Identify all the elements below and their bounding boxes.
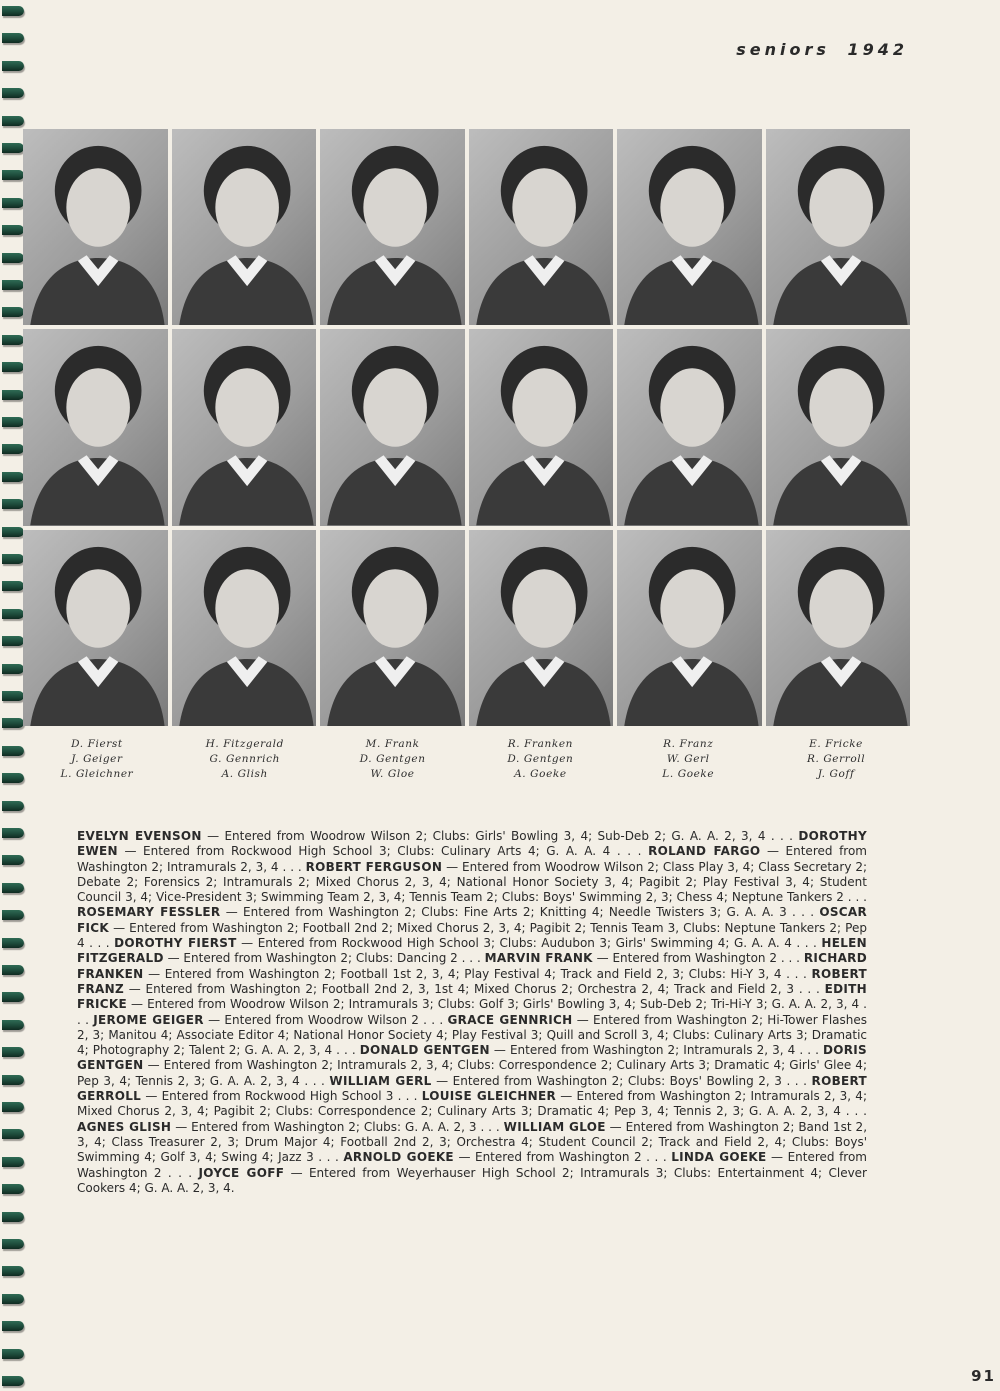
binding-coil xyxy=(2,1376,24,1386)
student-name: DORIS GENTGEN xyxy=(77,1043,867,1073)
portrait-silhouette xyxy=(766,129,911,325)
binding-coil xyxy=(2,1349,24,1359)
binding-coil xyxy=(2,417,24,427)
caption-name: M. Frank xyxy=(365,738,420,750)
caption-column xyxy=(23,737,171,787)
student-activities: — Entered from Washington 2; Hi-Tower Flashes 2, 3; Manitou 4; Associate Editor 4; National Honor Society 4; Play Festival 3; Quill and Scroll 3, 4; Clubs: Culinary Arts 3; Dramatic 4; Photography 2; Talent 2; G. A. A. 2, 3, 4 . . . xyxy=(77,1012,868,1058)
portrait-photo xyxy=(320,129,465,325)
binding-coil xyxy=(2,280,24,290)
portrait-photo xyxy=(320,530,465,726)
student-name: ROBERT GERROLL xyxy=(77,1073,868,1104)
binding-coil xyxy=(2,335,24,345)
portrait-silhouette xyxy=(617,129,762,325)
binding-coil xyxy=(2,143,24,153)
portrait-photo xyxy=(23,530,168,726)
caption-name: W. Gerl xyxy=(666,753,710,765)
binding-coil xyxy=(2,636,24,646)
portrait-photo xyxy=(766,129,911,325)
binding-coil xyxy=(2,992,24,1002)
portrait-photo xyxy=(617,329,762,525)
portrait-photo xyxy=(469,129,614,325)
portrait-photo xyxy=(172,329,317,525)
student-activities: — Entered from Washington 2; Football 2nd 2, 3, 1st 4; Mixed Chorus 2; Orchestra 2, 4; Track and Field 2, 3 . . . xyxy=(123,981,825,996)
binding-coil xyxy=(2,1129,24,1139)
student-activities: — Entered from Washington 2; Intramurals 2, 3, 4; Mixed Chorus 2, 3, 4; Pagibit 2; Clubs: Correspondence 2; Culinary Arts 3; Dramatic 4; Pep 3, 4; Tennis 2, 3; G. A. A. 2, 3, 4 . . . xyxy=(77,1089,867,1119)
student-name: DOROTHY FIERST xyxy=(114,936,237,951)
student-activities: — Entered from Weyerhauser High School 2; Intramurals 3; Clubs: Entertainment 4; Clever Cookers 4; G. A. A. 2, 3, 4. xyxy=(77,1165,867,1195)
portrait-silhouette xyxy=(172,530,317,726)
caption-name: G. Gennrich xyxy=(209,753,280,765)
caption-name: R. Franken xyxy=(507,738,574,750)
student-activities: — Entered from Washington 2; Intramurals 2, 3, 4 . . . xyxy=(77,844,867,874)
student-name: DONALD GENTGEN xyxy=(359,1043,490,1058)
student-name: AGNES GLISH xyxy=(77,1119,172,1134)
caption-name: D. Gentgen xyxy=(359,753,426,765)
binding-coil xyxy=(2,116,24,126)
binding-coil xyxy=(2,718,24,728)
portrait-photo xyxy=(766,530,911,726)
binding-coil xyxy=(2,499,24,509)
student-activities: — Entered from Washington 2; Clubs: Dancing 2 . . . xyxy=(163,951,485,966)
binding-coil xyxy=(2,1266,24,1276)
binding-coil xyxy=(2,6,24,16)
binding-coil xyxy=(2,61,24,71)
portrait-photo xyxy=(617,129,762,325)
portrait-silhouette xyxy=(172,129,317,325)
caption-name: E. Fricke xyxy=(809,738,863,750)
caption-name: R. Franz xyxy=(663,738,714,750)
binding-coil xyxy=(2,965,24,975)
student-activities: — Entered from Washington 2 . . . xyxy=(77,1150,867,1180)
student-name: ROBERT FERGUSON xyxy=(305,859,443,874)
binding-coil xyxy=(2,581,24,591)
student-activities: — Entered from Woodrow Wilson 2; Intramurals 3; Clubs: Golf 3; Girls' Bowling 3, 4; Sub-Deb 2; Tri-Hi-Y 3; G. A. A. 2, 3, 4 . . . xyxy=(77,997,867,1027)
student-activities: — Entered from Washington 2; Intramurals 2, 3, 4 . . . xyxy=(489,1043,823,1058)
portrait-silhouette xyxy=(617,530,762,726)
binding-coil xyxy=(2,855,24,865)
portrait-silhouette xyxy=(320,530,465,726)
student-activities: — Entered from Washington 2; Clubs: Fine Arts 2; Knitting 4; Needle Twisters 3; G. A. A. 3 . . . xyxy=(220,905,820,920)
student-name: HELEN FITZGERALD xyxy=(77,936,868,966)
caption-name: R. Gerroll xyxy=(806,753,866,765)
caption-column xyxy=(319,737,467,787)
binding-coil xyxy=(2,828,24,838)
binding-coil xyxy=(2,910,24,920)
binding-coil xyxy=(2,554,24,564)
caption-column xyxy=(171,737,319,787)
student-activities: — Entered from Washington 2 . . . xyxy=(592,951,804,966)
binding-coil xyxy=(2,746,24,756)
student-name: WILLIAM GLOE xyxy=(503,1119,606,1134)
binding-coil xyxy=(2,691,24,701)
binding-coil xyxy=(2,773,24,783)
student-name: WILLIAM GERL xyxy=(329,1073,432,1088)
portrait-silhouette xyxy=(766,329,911,525)
binding-coil xyxy=(2,609,24,619)
binding-coil xyxy=(2,88,24,98)
caption-name: H. Fitzgerald xyxy=(205,738,284,750)
caption-name: A. Goeke xyxy=(514,768,567,780)
binding-coil xyxy=(2,390,24,400)
student-name: GRACE GENNRICH xyxy=(447,1012,573,1027)
portrait-photo xyxy=(766,329,911,525)
student-activities: — Entered from Washington 2; Football 1st 2, 3, 4; Play Festival 4; Track and Field 2, 3; Clubs: Hi-Y 3, 4 . . . xyxy=(143,966,812,981)
student-name: LINDA GOEKE xyxy=(671,1150,767,1165)
binding-coil xyxy=(2,253,24,263)
binding-coil xyxy=(2,883,24,893)
caption-column xyxy=(614,737,762,787)
student-name: EVELYN EVENSON xyxy=(77,829,202,843)
student-activities: — Entered from Washington 2; Clubs: Boys' Bowling 2, 3 . . . xyxy=(431,1073,812,1088)
portrait-photo xyxy=(469,530,614,726)
binding-coil xyxy=(2,1294,24,1304)
portrait-silhouette xyxy=(23,129,168,325)
binding-coil xyxy=(2,664,24,674)
caption-name: A. Glish xyxy=(221,768,268,780)
caption-name: D. Gentgen xyxy=(507,753,574,765)
caption-name: J. Geiger xyxy=(71,753,123,765)
portrait-silhouette xyxy=(469,129,614,325)
portrait-photo xyxy=(172,530,317,726)
student-name: ROSEMARY FESSLER xyxy=(77,905,221,920)
binding-coil xyxy=(2,1102,24,1112)
page-number: 91 xyxy=(971,1367,996,1385)
student-activities: — Entered from Woodrow Wilson 2; Clubs: Girls' Bowling 3, 4; Sub-Deb 2; G. A. A. 2, 3, 4 . . . xyxy=(201,829,799,843)
binding-coil xyxy=(2,198,24,208)
binding-coil xyxy=(2,1047,24,1057)
student-name: JEROME GEIGER xyxy=(93,1012,204,1027)
student-name: DOROTHY EWEN xyxy=(77,829,867,859)
binding-coil xyxy=(2,362,24,372)
binding-coil xyxy=(2,801,24,811)
student-activities: — Entered from Washington 2 . . . xyxy=(453,1150,672,1165)
portrait-photo xyxy=(320,329,465,525)
student-activities: — Entered from Woodrow Wilson 2 . . . xyxy=(203,1012,448,1027)
binding-coil xyxy=(2,472,24,482)
binding-coil xyxy=(2,1075,24,1085)
student-name: ROBERT FRANZ xyxy=(77,966,867,996)
binding-coil xyxy=(2,33,24,43)
portrait-silhouette xyxy=(23,530,168,726)
binding-coil xyxy=(2,1157,24,1167)
student-name: MARVIN FRANK xyxy=(484,951,593,966)
binding-coil xyxy=(2,444,24,454)
section-label: seniors xyxy=(736,40,830,59)
binding-coil xyxy=(2,938,24,948)
portrait-silhouette xyxy=(172,329,317,525)
student-activities: — Entered from Washington 2; Football 2nd 2; Mixed Chorus 2, 3, 4; Pagibit 2; Tennis Team 3, Clubs: Neptune Tankers 2; Pep 4 . . . xyxy=(77,920,867,951)
student-activities: — Entered from Woodrow Wilson 2; Class Play 3, 4; Class Secretary 2; Debate 2; Forensics 2; Intramurals 2; Mixed Chorus 2, 3, 4; National Honor Society 3, 4; Pagibit 2; Play Festival 3, 4; Student Council 3, 4; Vice-President 3; Swimming Team 2, 3, 4; Tennis Team 2; Clubs: Boys' Swimming 2, 3; Chess 4; Neptune Tankers 2 . . . xyxy=(77,859,868,905)
portrait-photo xyxy=(469,329,614,525)
student-name: OSCAR FICK xyxy=(77,905,867,935)
student-name: ROLAND FARGO xyxy=(648,844,761,859)
portrait-photo xyxy=(172,129,317,325)
binding-coil xyxy=(2,1212,24,1222)
binding-coil xyxy=(2,225,24,235)
portrait-silhouette xyxy=(617,329,762,525)
portrait-photo xyxy=(617,530,762,726)
binding-coil xyxy=(2,1239,24,1249)
senior-biographies xyxy=(77,829,867,1196)
student-name: EDITH FRICKE xyxy=(77,981,867,1012)
student-activities: — Entered from Washington 2; Intramurals 2, 3, 4; Clubs: Correspondence 2; Culinary Arts 3; Dramatic 4; Girls' Glee 4; Pep 3, 4; Tennis 2, 3; G. A. A. 2, 3, 4 . . . xyxy=(77,1058,867,1088)
binding-coil xyxy=(2,527,24,537)
portrait-photo xyxy=(23,129,168,325)
student-name: LOUISE GLEICHNER xyxy=(421,1089,557,1104)
caption-name: W. Gloe xyxy=(370,768,415,780)
portrait-silhouette xyxy=(469,329,614,525)
student-name: ARNOLD GOEKE xyxy=(343,1150,454,1165)
portrait-silhouette xyxy=(320,329,465,525)
caption-name: L. Gleichner xyxy=(60,768,134,780)
page-header xyxy=(736,40,908,59)
caption-name: J. Goff xyxy=(817,768,855,780)
portrait-silhouette xyxy=(766,530,911,726)
portrait-silhouette xyxy=(23,329,168,525)
portrait-silhouette xyxy=(320,129,465,325)
binding-coil xyxy=(2,1020,24,1030)
year-label: 1942 xyxy=(847,40,908,59)
binding-coil xyxy=(2,1321,24,1331)
student-name: RICHARD FRANKEN xyxy=(77,951,867,981)
caption-column xyxy=(466,737,614,787)
caption-block xyxy=(23,737,910,787)
caption-name: D. Fierst xyxy=(71,738,123,750)
portrait-grid xyxy=(23,129,910,726)
student-activities: — Entered from Rockwood High School 3; Clubs: Audubon 3; Girls' Swimming 4; G. A. A. 4 . . . xyxy=(236,936,822,951)
student-activities: — Entered from Rockwood High School 3 . . . xyxy=(141,1089,422,1104)
portrait-photo xyxy=(23,329,168,525)
student-activities: — Entered from Washington 2; Band 1st 2, 3, 4; Class Treasurer 2, 3; Drum Major 4; Football 2nd 2, 3; Orchestra 4; Student Council 2; Track and Field 2, 4; Clubs: Boys' Swimming 4; Golf 3, 4; Swing 4; Jazz 3 . . . xyxy=(77,1119,868,1165)
binding-coil xyxy=(2,170,24,180)
portrait-silhouette xyxy=(469,530,614,726)
student-activities: — Entered from Rockwood High School 3; Clubs: Culinary Arts 4; G. A. A. 4 . . . xyxy=(117,844,649,859)
binding-coil xyxy=(2,1184,24,1194)
student-activities: — Entered from Washington 2; Clubs: G. A. A. 2, 3 . . . xyxy=(171,1119,504,1134)
caption-column xyxy=(762,737,910,787)
student-name: JOYCE GOFF xyxy=(198,1165,285,1180)
caption-name: L. Goeke xyxy=(662,768,715,780)
binding-coil xyxy=(2,307,24,317)
